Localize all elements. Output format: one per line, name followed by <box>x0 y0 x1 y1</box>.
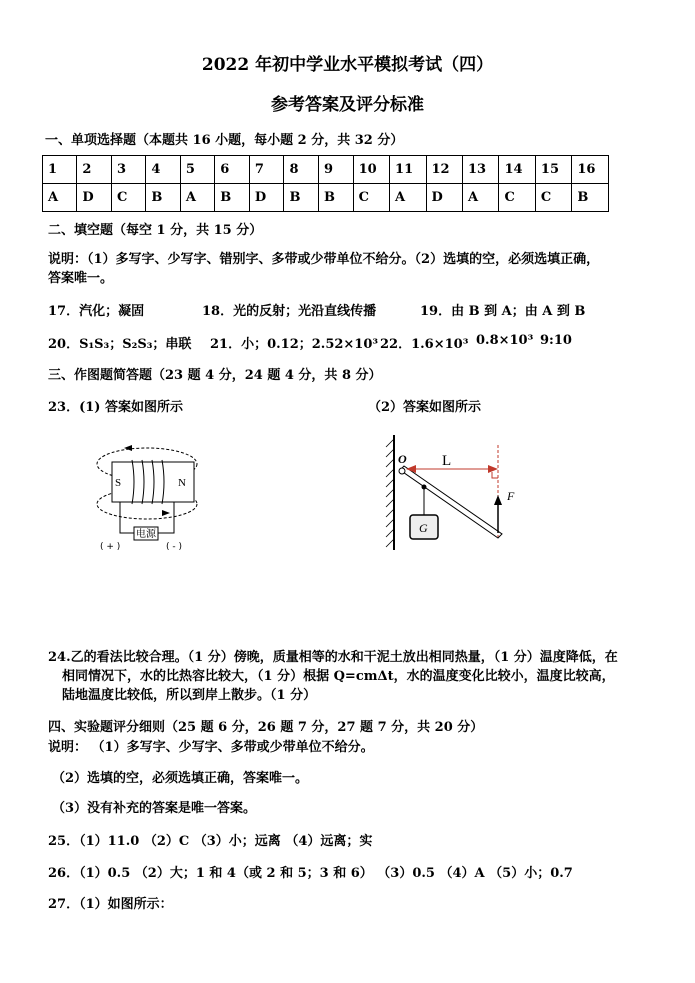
minus-terminal-label: ( - ) <box>166 542 182 552</box>
s-pole-label: S <box>115 477 122 489</box>
answer-18: 18．光的反射；光沿直线传播 <box>202 304 377 319</box>
section4-heading: 四、实验题评分细则（25 题 6 分，26 题 7 分，27 题 7 分，共 20 分） <box>48 720 484 735</box>
weight-g-label: G <box>419 521 428 535</box>
answer-table <box>42 155 609 212</box>
question-number-cell: 14 <box>499 156 535 184</box>
answer-23-1: 23．(1) 答案如图所示 <box>48 400 183 415</box>
section1-heading: 一、单项选择题（本题共 16 小题，每小题 2 分，共 32 分） <box>45 133 404 148</box>
answer-cell: B <box>215 184 250 212</box>
electromagnet-figure <box>92 440 212 555</box>
section2-note-line1: 说明：（1）多写字、少写字、错别字、多带或少带单位不给分。（2）选填的空，必须选填正确， <box>48 252 600 267</box>
answer-cell: C <box>111 184 145 212</box>
question-number-cell: 16 <box>572 156 609 184</box>
page-title: 2022 年初中学业水平模拟考试（四） <box>201 55 494 75</box>
question-number-cell: 8 <box>284 156 319 184</box>
answer-24 <box>48 648 618 705</box>
lever-arm-l-label: L <box>442 453 452 469</box>
n-pole-label: N <box>178 477 186 489</box>
answer-cell: C <box>499 184 535 212</box>
answer-23-2: （2）答案如图所示 <box>368 400 482 415</box>
answer-cell: D <box>249 184 284 212</box>
answer-cell: A <box>43 184 77 212</box>
answer-17: 17．汽化；凝固 <box>48 304 145 319</box>
question-number-cell: 2 <box>77 156 112 184</box>
question-number-cell: 7 <box>249 156 284 184</box>
question-number-cell: 3 <box>111 156 145 184</box>
answer-table-answer-row <box>43 184 609 212</box>
answer-table-number-row <box>43 156 609 184</box>
answer-cell: B <box>146 184 181 212</box>
answer-26: 26．（1）0.5 （2）大；1 和 4（或 2 和 5；3 和 6） （3）0.5 （4）A （5）小；0.7 <box>48 866 573 881</box>
question-number-cell: 1 <box>43 156 77 184</box>
answer-24-line3: 陆地温度比较低，所以到岸上散步。（1 分） <box>62 688 317 703</box>
question-number-cell: 9 <box>319 156 354 184</box>
answer-22: 22．1.6×10³ <box>380 337 469 352</box>
answer-cell: B <box>319 184 354 212</box>
section2-note <box>48 250 599 288</box>
question-number-cell: 10 <box>353 156 389 184</box>
answer-cell: A <box>180 184 214 212</box>
answer-27: 27．（1）如图所示： <box>48 897 173 912</box>
power-source-label: 电源 <box>136 529 156 540</box>
section4-note3: （3）没有补充的答案是唯一答案。 <box>52 801 257 816</box>
force-f-label: F <box>507 489 515 503</box>
section4-note1: 说明： （1）多写字、少写字、多带或少带单位不给分。 <box>48 740 374 755</box>
section2-heading: 二、填空题（每空 1 分，共 15 分） <box>48 223 263 238</box>
answer-22-c: 9:10 <box>540 333 572 348</box>
answer-19: 19．由 B 到 A；由 A 到 B <box>420 304 586 319</box>
answer-21: 21．小；0.12；2.52×10³ <box>210 337 379 352</box>
plus-terminal-label: ( + ) <box>100 542 121 552</box>
section2-note-line2: 答案唯一。 <box>48 271 114 286</box>
section3-heading: 三、作图题简答题（23 题 4 分，24 题 4 分，共 8 分） <box>48 368 382 383</box>
answer-cell: D <box>426 184 462 212</box>
answer-cell: D <box>77 184 112 212</box>
question-number-cell: 12 <box>426 156 462 184</box>
answer-cell: A <box>390 184 426 212</box>
pivot-o-label: O <box>398 452 407 466</box>
answer-cell: C <box>353 184 389 212</box>
question-number-cell: 5 <box>180 156 214 184</box>
electromagnet-drawing <box>92 440 212 555</box>
question-number-cell: 6 <box>215 156 250 184</box>
answer-22-b: 0.8×10³ <box>476 333 534 348</box>
answer-20: 20．S₁S₃；S₂S₃；串联 <box>48 337 192 352</box>
answer-25: 25．（1）11.0 （2）C （3）小；远离 （4）远离；实 <box>48 834 373 849</box>
answer-24-line1: 24.乙的看法比较合理。（1 分）傍晚，质量相等的水和干泥土放出相同热量，（1 分）温度降低，在 <box>48 650 618 665</box>
answer-cell: B <box>284 184 319 212</box>
answer-cell: B <box>572 184 609 212</box>
question-number-cell: 15 <box>535 156 571 184</box>
answer-24-line2: 相同情况下，水的比热容比较大，（1 分）根据 Q=cmΔt，水的温度变化比较小，温度比较高， <box>62 669 615 684</box>
page-subtitle: 参考答案及评分标准 <box>271 95 424 115</box>
answer-cell: A <box>462 184 498 212</box>
answer-cell: C <box>535 184 571 212</box>
lever-figure <box>380 425 530 555</box>
section4-note2: （2）选填的空，必须选填正确，答案唯一。 <box>52 771 309 786</box>
question-number-cell: 13 <box>462 156 498 184</box>
question-number-cell: 11 <box>390 156 426 184</box>
lever-drawing <box>380 425 530 555</box>
question-number-cell: 4 <box>146 156 181 184</box>
